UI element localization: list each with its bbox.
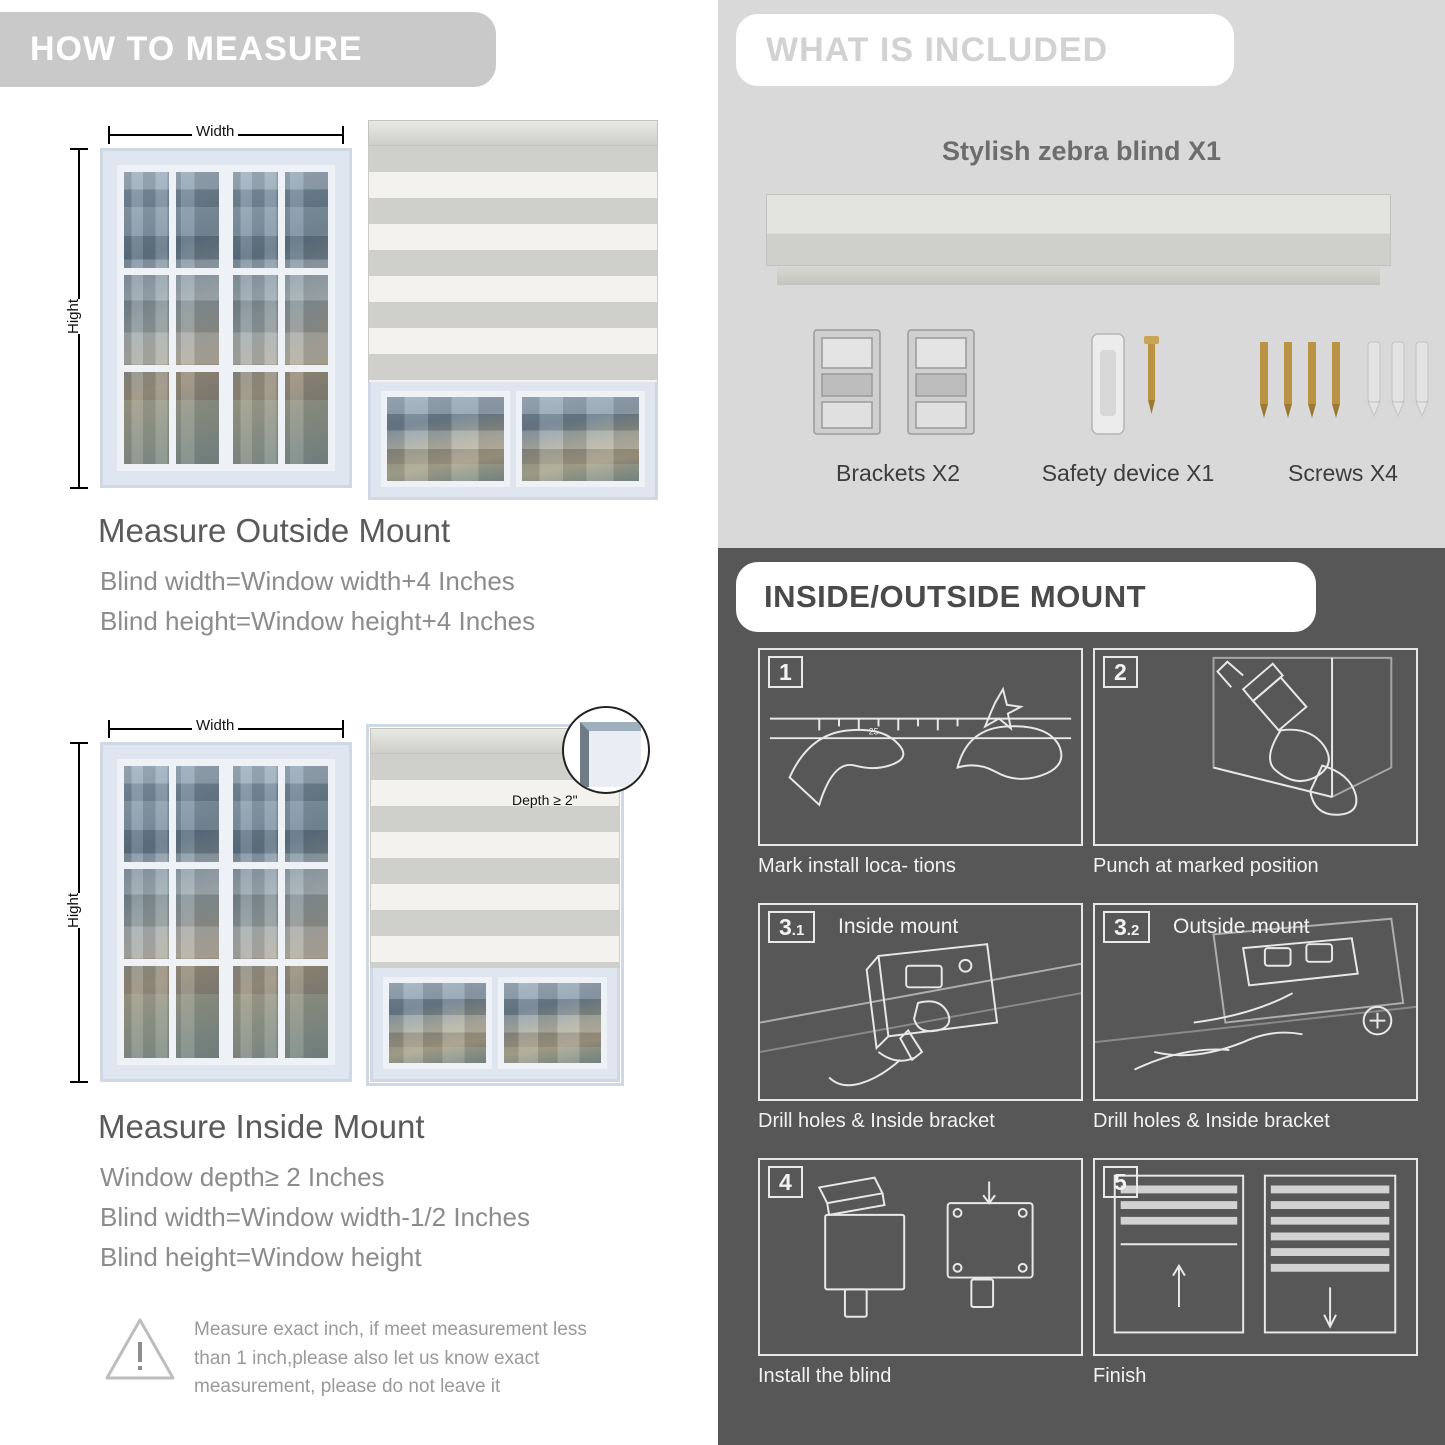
inside-mount-line-1: Window depth≥ 2 Inches: [100, 1162, 385, 1192]
mount-step-5-image: [1093, 1158, 1418, 1356]
safety-device-icon: [1008, 320, 1248, 450]
included-part-screws: [1228, 320, 1445, 500]
mount-step-4: [758, 1158, 1083, 1388]
inside-width-tick-right: [342, 720, 344, 738]
drill-sketch: [1095, 650, 1416, 844]
window-sash-left: [117, 759, 226, 1065]
outside-mount-title: Measure Outside Mount: [98, 512, 451, 549]
screw: [1144, 336, 1159, 414]
mount-step-3-1: [758, 903, 1083, 1133]
mount-step-4-caption: Install the blind: [758, 1365, 892, 1387]
how-to-measure-banner: [0, 12, 496, 87]
blind-window-pane: [383, 977, 492, 1069]
blind-window-pane: [498, 977, 607, 1069]
outside-height-tick-top: [70, 148, 88, 150]
outside-mount-line-2: Blind height=Window height+4 Inches: [100, 606, 536, 636]
outside-width-tick-left: [108, 126, 110, 144]
blind-window-below: [370, 964, 620, 1082]
inside-width-label: Width: [192, 717, 238, 734]
inside-mount-line-2: Blind width=Window width-1/2 Inches: [100, 1202, 530, 1232]
muntin-horizontal: [124, 268, 219, 275]
window-sash-left: [117, 165, 226, 471]
blind-window-pane: [516, 391, 645, 487]
mount-step-1-number: 1: [768, 656, 803, 688]
inside-mount-title: Measure Inside Mount: [98, 1108, 425, 1145]
warning-triangle-icon: [104, 1316, 176, 1382]
included-part-brackets: [778, 320, 1018, 500]
mount-step-1-caption: Mark install loca- tions: [758, 855, 956, 877]
mount-step-3-2-caption: Drill holes & Inside bracket: [1093, 1110, 1330, 1132]
mount-step-5: [1093, 1158, 1418, 1388]
muntin-vertical: [169, 172, 176, 464]
what-is-included-section: [718, 0, 1445, 548]
muntin-horizontal: [124, 365, 219, 372]
inside-mount-line-3: Blind height=Window height: [100, 1242, 422, 1272]
outside-height-label: Hight: [65, 298, 83, 335]
mount-step-3-2: [1093, 903, 1418, 1133]
mount-step-2-number: 2: [1103, 656, 1138, 688]
inside-mount-illustration: [60, 706, 680, 1096]
muntin-horizontal: [233, 365, 328, 372]
finished-blinds-sketch: [1095, 1160, 1416, 1354]
how-to-measure-section: [0, 0, 706, 1445]
mount-step-4-image: [758, 1158, 1083, 1356]
mount-step-3-1-number: 3.1: [768, 911, 815, 943]
inside-outside-mount-banner: [736, 562, 1316, 632]
blind-window-below: [368, 378, 658, 500]
included-main-item-label: Stylish zebra blind X1: [941, 136, 1222, 166]
blind-headrail: [368, 120, 658, 146]
mount-step-3-2-number: 3.2: [1103, 911, 1150, 943]
muntin-vertical: [278, 766, 285, 1058]
warning-line-1: Measure exact inch, if meet measurement less: [194, 1319, 587, 1340]
inside-height-tick-bottom: [70, 1081, 88, 1083]
mount-step-3-1-image: [758, 903, 1083, 1101]
outside-height-tick-bottom: [70, 487, 88, 489]
what-is-included-banner: [736, 14, 1234, 86]
blind-window-panes: [383, 977, 607, 1069]
warning-text: [194, 1316, 587, 1402]
included-part-safety-device: [1008, 320, 1248, 500]
outside-mount-illustration: [60, 110, 680, 500]
what-is-included-title: WHAT IS INCLUDED: [766, 30, 1109, 69]
mount-step-3-1-inline-title: Inside mount: [838, 915, 959, 938]
inside-height-tick-top: [70, 742, 88, 744]
depth-callout-circle: [562, 706, 650, 794]
svg-text:25: 25: [868, 726, 879, 737]
window-depth-bracket-icon: [580, 722, 641, 787]
inside-outside-mount-title: INSIDE/OUTSIDE MOUNT: [764, 579, 1147, 614]
muntin-vertical: [278, 172, 285, 464]
muntin-horizontal: [233, 959, 328, 966]
mount-step-2: [1093, 648, 1418, 878]
included-part-label: Brackets X2: [836, 460, 960, 486]
mount-step-3-1-caption: Drill holes & Inside bracket: [758, 1110, 995, 1132]
included-part-label: Screws X4: [1288, 460, 1398, 486]
zebra-blind-headrail-graphic: [766, 194, 1391, 266]
muntin-horizontal: [233, 268, 328, 275]
blind-window-panes: [381, 391, 645, 487]
warning-line-3: measurement, please do not leave it: [194, 1376, 501, 1397]
inside-width-tick-left: [108, 720, 110, 738]
included-part-label: Safety device X1: [1041, 460, 1215, 486]
muntin-horizontal: [233, 862, 328, 869]
mount-step-5-caption: Finish: [1093, 1365, 1147, 1387]
mount-step-2-image: [1093, 648, 1418, 846]
blind-fabric: [368, 146, 658, 382]
muntin-horizontal: [124, 862, 219, 869]
window-sash-right: [226, 759, 335, 1065]
included-parts-row: [738, 320, 1425, 520]
blind-window-pane: [381, 391, 510, 487]
bracket-icon: [778, 320, 1018, 450]
mount-step-3-2-image: [1093, 903, 1418, 1101]
depth-label: Depth ≥ 2": [512, 792, 578, 808]
inside-outside-mount-section: [718, 548, 1445, 1445]
measurement-warning: [104, 1316, 644, 1402]
mount-step-5-number: 5: [1103, 1166, 1138, 1198]
mount-step-1-image: [758, 648, 1083, 846]
inside-window-graphic: [100, 742, 352, 1082]
outside-width-label: Width: [192, 123, 238, 140]
inside-height-label: Hight: [65, 892, 83, 929]
outside-width-tick-right: [342, 126, 344, 144]
muntin-horizontal: [124, 959, 219, 966]
mount-step-2-caption: Punch at marked position: [1093, 855, 1319, 877]
how-to-measure-title: HOW TO MEASURE: [30, 30, 363, 68]
screws-icon: [1228, 320, 1445, 450]
install-blind-sketch: [760, 1160, 1081, 1354]
mount-step-4-number: 4: [768, 1166, 803, 1198]
outside-mount-line-1: Blind width=Window width+4 Inches: [100, 566, 515, 596]
window-frame-inner: [117, 759, 335, 1065]
warning-line-2: than 1 inch,please also let us know exact: [194, 1347, 540, 1369]
muntin-vertical: [169, 766, 176, 1058]
outside-blind-graphic: [368, 120, 658, 500]
outside-window-graphic: [100, 148, 352, 488]
window-frame-inner: [117, 165, 335, 471]
measure-tape-sketch: [760, 650, 1081, 844]
mount-step-3-2-inline-title: Outside mount: [1173, 915, 1310, 938]
window-sash-right: [226, 165, 335, 471]
mount-step-1: [758, 648, 1083, 878]
